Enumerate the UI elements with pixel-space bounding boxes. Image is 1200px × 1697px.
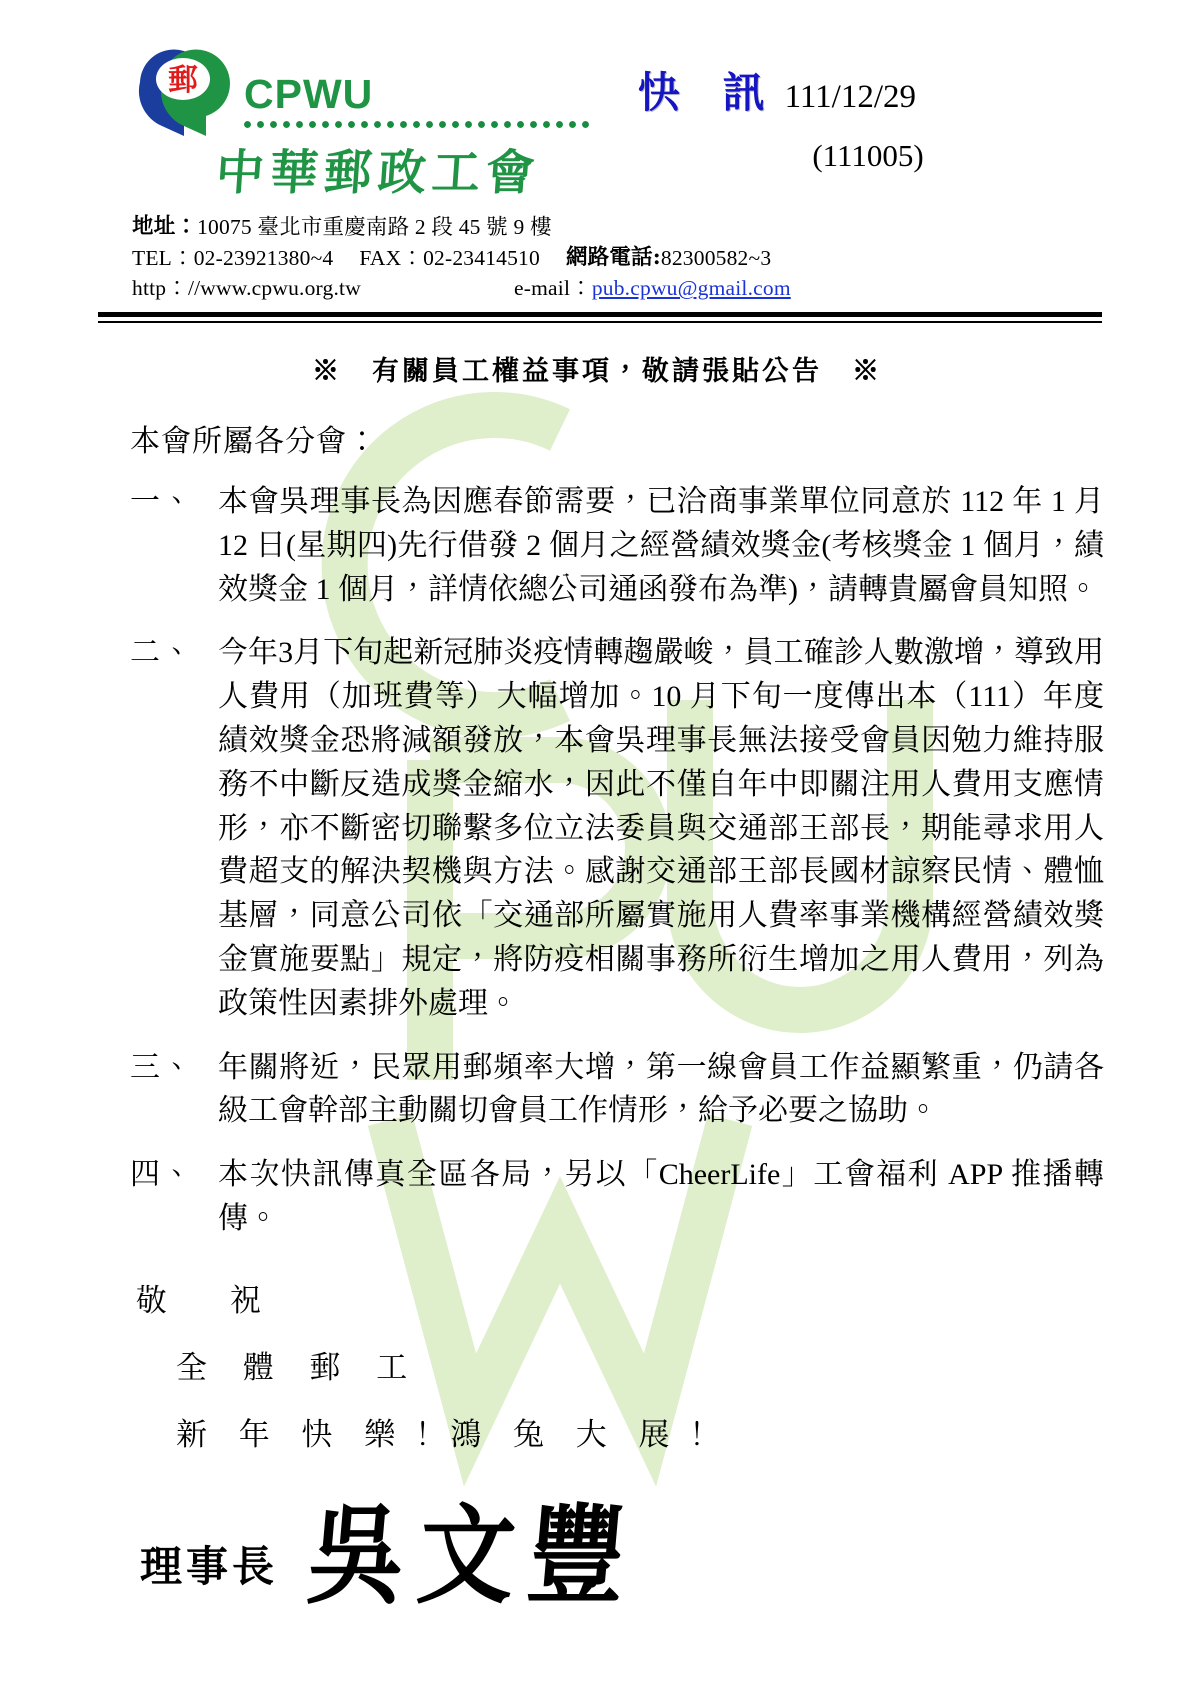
document-body bbox=[0, 349, 1200, 1454]
voip-value: 82300582~3 bbox=[660, 245, 772, 270]
list-item bbox=[130, 1153, 1104, 1241]
item-marker: 三、 bbox=[130, 1050, 194, 1084]
list-item bbox=[130, 1046, 1104, 1134]
cpwu-emblem-icon bbox=[128, 38, 236, 146]
voip-label: 網路電話: bbox=[565, 244, 661, 270]
logo-dotted-rule bbox=[244, 121, 589, 128]
item-text: 本次快訊傳真全區各局，另以「CheerLife」工會福利 APP 推播轉傳。 bbox=[218, 1158, 1104, 1235]
salutation: 本會所屬各分會： bbox=[130, 424, 378, 458]
address-row bbox=[132, 212, 1062, 243]
website-cell bbox=[132, 273, 462, 304]
fax-label: FAX： bbox=[359, 245, 424, 270]
contact-block bbox=[132, 212, 1062, 304]
phone-row bbox=[132, 243, 1062, 274]
bulletin-title: 快 訊 bbox=[638, 68, 779, 117]
cpwu-logo bbox=[128, 34, 542, 201]
tel-value: 02-23921380~4 bbox=[193, 245, 334, 270]
svg-text:郵: 郵 bbox=[168, 63, 198, 98]
signature-name: 吳文豐 bbox=[303, 1492, 645, 1619]
issue-date: 111/12/29 bbox=[784, 79, 917, 115]
fax-value: 02-23414510 bbox=[423, 245, 540, 270]
address-label: 地址： bbox=[132, 214, 198, 240]
item-text: 年關將近，民眾用郵頻率大增，第一線會員工作益顯繁重，仍請各級工會幹部主動關切會員工作情形，給予必要之協助。 bbox=[218, 1050, 1104, 1128]
item-marker: 一、 bbox=[130, 484, 194, 518]
signature-title: 理事長 bbox=[140, 1541, 279, 1591]
signature-block bbox=[0, 1492, 1200, 1619]
numbered-items-list bbox=[130, 480, 1104, 1241]
tel-label: TEL： bbox=[132, 245, 194, 270]
union-name-zh: 中華郵政工會 bbox=[214, 145, 542, 201]
document-header bbox=[0, 0, 1200, 201]
email-label: e-mail： bbox=[514, 276, 592, 301]
item-text: 今年3月下旬起新冠肺炎疫情轉趨嚴峻，員工確診人數激增，導致用人費用（加班費等）大幅增加。10 月下旬一度傳出本（111）年度績效獎金恐將減額發放，本會吳理事長無法接受會員因勉力維持服務不中斷反造成獎金縮水，因此不僅自年中即關注用人費用支應情形，亦不斷密切聯繫多位立法委員與交通部王部長，期能尋求用人費超支的解決契機與方法。感謝交通部王部長國材諒察民情、體恤基層，同意公司依「交通部所屬實施用人費率事業機構經營績效獎金實施要點」規定，將防疫相關事務所衍生增加之用人費用，列為政策性因素排外處理。 bbox=[218, 636, 1104, 1020]
header-divider bbox=[98, 312, 1102, 323]
item-text: 本會吳理事長為因應春節需要，已洽商事業單位同意於 112 年 1 月 12 日(星期四)先行借發 2 個月之經營績效獎金(考核獎金 1 個月，績效獎金 1 個月，詳情依總公司通函發布為準)，請轉貴屬會員知照。 bbox=[218, 484, 1104, 606]
closing-block bbox=[130, 1275, 1104, 1454]
list-item bbox=[130, 631, 1104, 1025]
closing-greeting: 敬 祝 bbox=[136, 1282, 277, 1318]
closing-wish-line-2: 新 年 快 樂！鴻 兔 大 展！ bbox=[176, 1416, 725, 1452]
item-marker: 四、 bbox=[130, 1158, 194, 1192]
address-value: 10075 臺北市重慶南路 2 段 45 號 9 樓 bbox=[197, 215, 552, 240]
list-item bbox=[130, 480, 1104, 611]
closing-wish-line-1: 全 體 郵 工 bbox=[176, 1349, 422, 1385]
item-marker: 二、 bbox=[130, 636, 194, 670]
issue-number: (111005) bbox=[812, 138, 924, 173]
email-link[interactable]: pub.cpwu@gmail.com bbox=[591, 276, 791, 301]
website-url[interactable]: //www.cpwu.org.tw bbox=[187, 276, 361, 301]
notice-heading: ※ 有關員工權益事項，敬請張貼公告 ※ bbox=[312, 355, 882, 387]
bulletin-title-block bbox=[528, 34, 1140, 174]
cpwu-acronym: CPWU bbox=[244, 71, 374, 117]
http-label: http： bbox=[132, 276, 188, 301]
web-row bbox=[132, 273, 1062, 304]
